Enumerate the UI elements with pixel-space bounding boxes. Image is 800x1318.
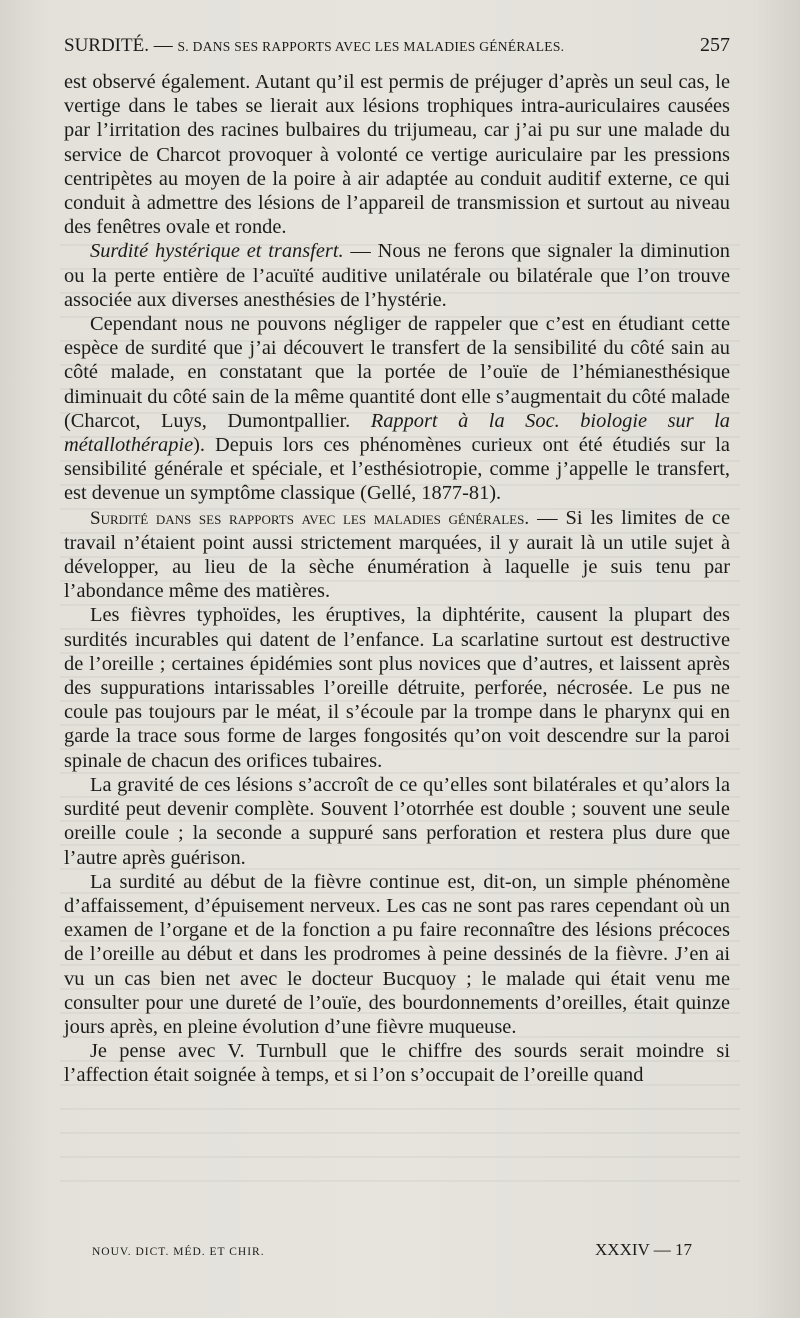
footer-signature: NOUV. DICT. MÉD. ET CHIR.	[92, 1246, 265, 1258]
paragraph	[64, 70, 730, 239]
italic-text: Rapport à la Soc. biologie sur la métallothérapie	[64, 409, 730, 457]
paragraph	[64, 773, 730, 870]
page-number: 257	[700, 34, 730, 56]
section-heading: Surdité dans ses rapports avec les maladies générales.	[90, 507, 530, 529]
paragraph-text: Je pense avec V. Turnbull que le chiffre des sourds serait moindre si l’affection était soignée à temps, et si l’on s’occupait de l’oreille quand	[64, 1040, 730, 1087]
running-title	[64, 35, 564, 57]
header-title: SURDITÉ.	[64, 35, 149, 56]
paragraph	[64, 1039, 730, 1087]
paragraph	[64, 239, 730, 312]
paragraph-text: La gravité de ces lésions s’accroît de ce qu’elles sont bilatérales et qu’alors la surdité peut devenir complète. Souvent l’otorrhée est double ; souvent une seule oreille coule ; la seconde a suppuré sans perforation et restera plus dure que l’autre après guérison.	[64, 773, 730, 869]
paragraph	[64, 870, 730, 1039]
header-dash: —	[153, 35, 173, 56]
paragraph	[64, 506, 730, 604]
paragraph-text: — Si les limites de ce travail n’étaient point aussi strictement marquées, il y aurait là un utile sujet à développer, au lieu de la sèche énumération à laquelle je suis tenu par l’abondance même des matières.	[64, 506, 730, 603]
paragraph-text: — Nous ne ferons que signaler la diminution ou la perte entière de l’acuïté auditive unilatérale ou bilatérale que l’on trouve associée aux diverses anesthésies de l’hystérie.	[64, 240, 730, 311]
footer-volume-sheet: XXXIV — 17	[595, 1240, 692, 1259]
paragraph-text: est observé également. Autant qu’il est permis de préjuger d’après un seul cas, le vertige dans le tabes se lierait aux lésions trophiques intra-auriculaires causées par l’irritation des racines bulbaires du trijumeau, car j’ai pu sur une malade du service de Charcot provoquer à volonté ce vertige auriculaire par les pressions centripètes au moyen de la poire à air adaptée au conduit auditif externe, ce qui conduit à admettre des lésions de l’appareil de transmission et surtout au niveau des fenêtres ovale et ronde.	[64, 71, 730, 239]
italic-text: Surdité hystérique et transfert.	[90, 240, 344, 263]
paragraph-text: Cependant nous ne pouvons négliger de rappeler que c’est en étudiant cette espèce de surdité que j’ai découvert le transfert de la sensibilité du côté sain au côté malade, en constatant que la portée de l’ouïe de l’hémianesthésique diminuait du côté sain de la même quantité dont elle s’augmentait du côté malade (Charcot, Luys, Dumontpallier.	[64, 313, 730, 432]
paragraph	[64, 312, 730, 506]
header-subtitle: S. DANS SES RAPPORTS AVEC LES MALADIES GÉNÉRALES.	[177, 39, 565, 54]
paragraph-text: ). Depuis lors ces phénomènes curieux ont été étudiés sur la sensibilité générale et spéciale, et l’esthésiotropie, comme j’appelle le transfert, est devenue un symptôme classique (Gellé, 1877-81).	[64, 434, 730, 505]
paragraph-text: Les fièvres typhoïdes, les éruptives, la diphtérite, causent la plupart des surdités incurables qui datent de l’enfance. La scarlatine surtout est destructive de l’oreille ; certaines épidémies sont plus novices que d’autres, et laissent après des suppurations intarissables l’oreille détruite, perforée, nécrosée. Le pus ne coule pas toujours par le méat, il s’écoule par la trompe dans le pharynx qui en garde la trace sous forme de larges fongosités qu’on voit descendre sur la paroi spinale de chacun des orifices tubaires.	[64, 604, 730, 772]
page-footer	[92, 1240, 692, 1260]
paragraph	[64, 603, 730, 772]
running-header	[64, 34, 730, 57]
paragraph-text: La surdité au début de la fièvre continue est, dit-on, un simple phénomène d’affaissement, d’épuisement nerveux. Les cas ne sont pas rares cependant où un examen de l’organe et de la fonction a pu faire reconnaître des lésions précoces de l’oreille au début et dans les prodromes à peine dessinés de la fièvre. J’en ai vu un cas bien net avec le docteur Bucquoy ; le malade qui était venu me consulter pour une dureté de l’ouïe, des bourdonnements d’oreilles, était quinze jours après, en pleine évolution d’une fièvre muqueuse.	[64, 870, 730, 1038]
body-text	[64, 70, 730, 1088]
